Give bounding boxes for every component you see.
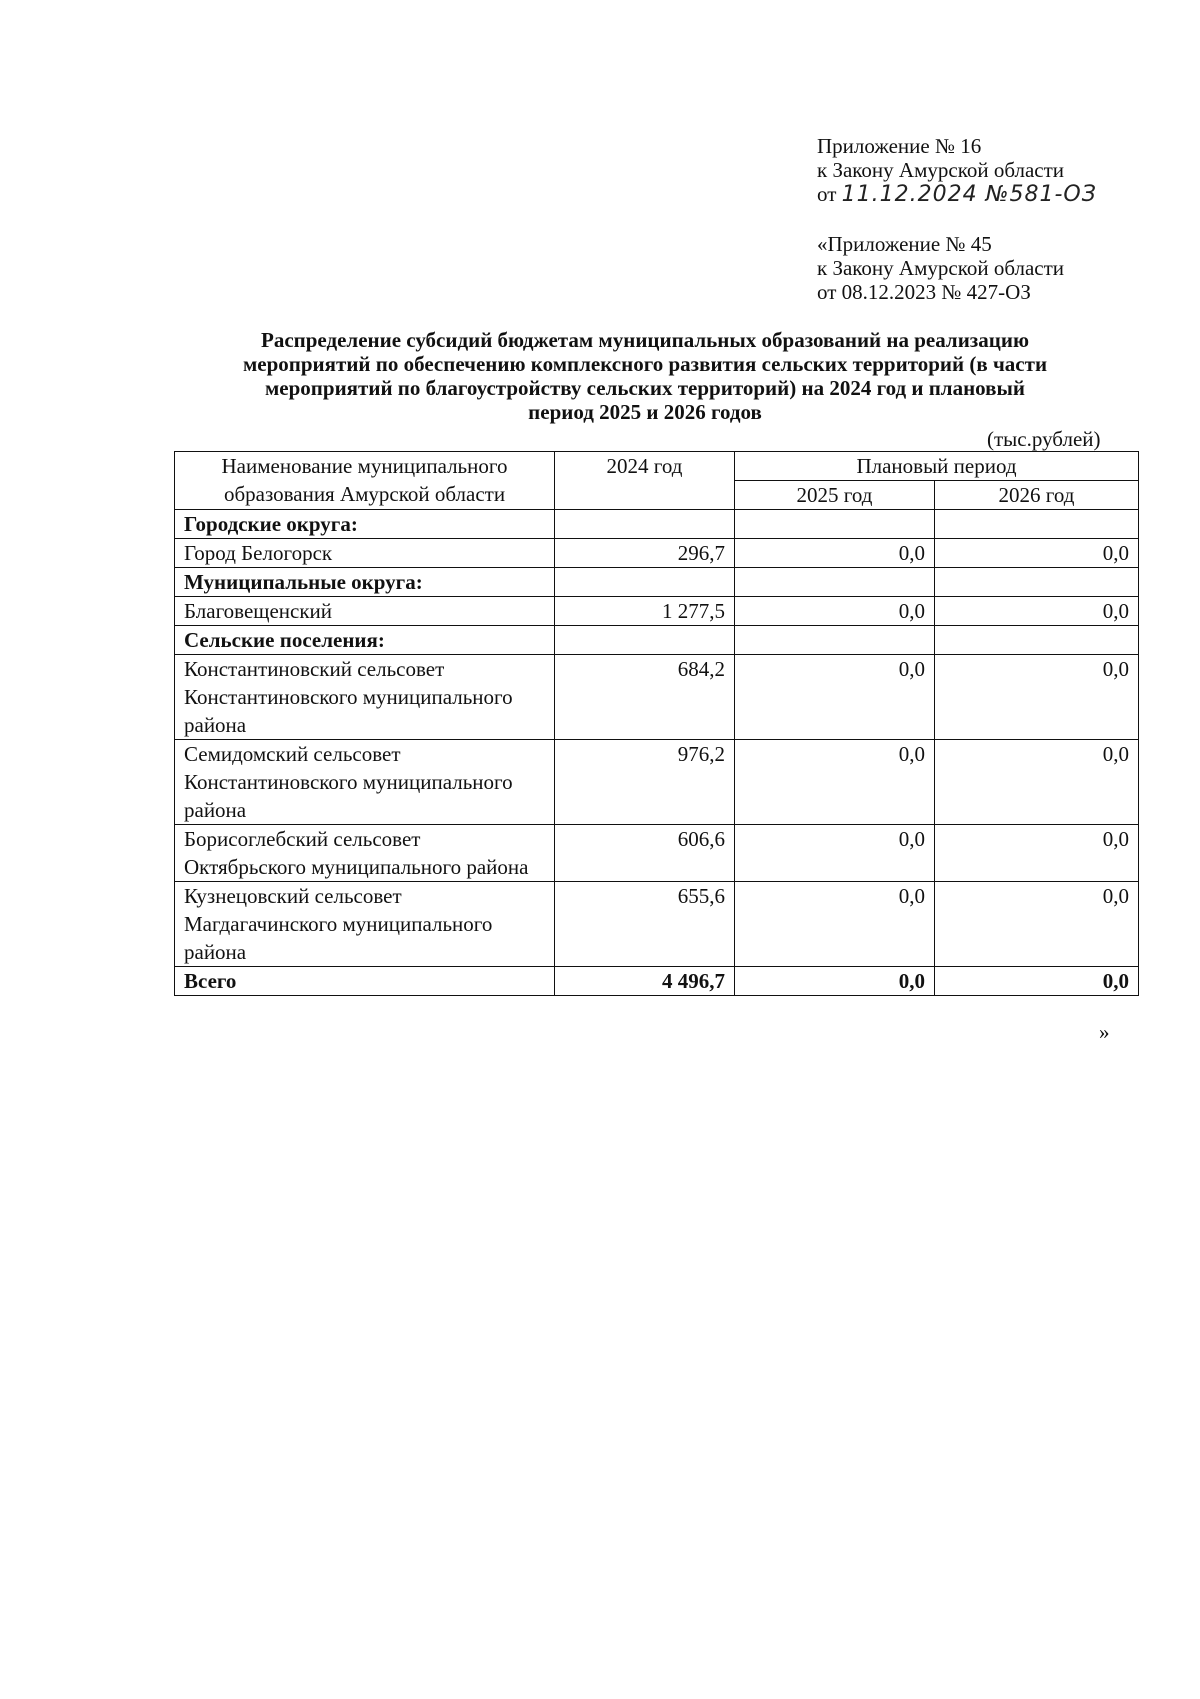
table-row [175, 655, 1139, 740]
table-row [175, 597, 1139, 626]
value-2025: 0,0 [735, 740, 935, 825]
table-row [175, 825, 1139, 882]
title-line: мероприятий по обеспечению комплексного развития сельских территорий (в части [242, 352, 1048, 376]
value-2024: 296,7 [555, 539, 735, 568]
header-2025: 2025 год [735, 481, 935, 510]
total-2024: 4 496,7 [555, 967, 735, 996]
value-2025: 0,0 [735, 882, 935, 967]
value-2024: 684,2 [555, 655, 735, 740]
prev-appendix-date: от 08.12.2023 № 427-ОЗ [817, 280, 1031, 304]
value-2024: 655,6 [555, 882, 735, 967]
value-2026 [935, 568, 1139, 597]
section-label: Муниципальные округа: [175, 568, 555, 597]
section-label: Сельские поселения: [175, 626, 555, 655]
municipality-name: Город Белогорск [175, 539, 555, 568]
handwritten-date-number: 11.12.2024 №581-ОЗ [841, 182, 1097, 207]
municipality-name: Кузнецовский сельсовет Магдагачинского муниципального района [175, 882, 555, 967]
title-line: мероприятий по благоустройству сельских территорий) на 2024 год и плановый [265, 376, 1025, 400]
section-label: Городские округа: [175, 510, 555, 539]
header-2024: 2024 год [555, 452, 735, 510]
municipality-name: Константиновский сельсовет Константиновского муниципального района [175, 655, 555, 740]
total-2026: 0,0 [935, 967, 1139, 996]
value-2026: 0,0 [935, 825, 1139, 882]
value-2026: 0,0 [935, 655, 1139, 740]
table-body [175, 510, 1139, 996]
total-label: Всего [175, 967, 555, 996]
value-2024 [555, 568, 735, 597]
units-label: (тыс.рублей) [987, 427, 1101, 451]
value-2026 [935, 626, 1139, 655]
value-2026: 0,0 [935, 539, 1139, 568]
header-plan-period: Плановый период [735, 452, 1139, 481]
value-2026: 0,0 [935, 740, 1139, 825]
value-2026 [935, 510, 1139, 539]
value-2024: 976,2 [555, 740, 735, 825]
municipality-name: Благовещенский [175, 597, 555, 626]
value-2025 [735, 510, 935, 539]
appendix-header [817, 134, 1097, 207]
header-municipality: Наименование муниципального образования Амурской области [175, 452, 555, 510]
title-line: Распределение субсидий бюджетам муниципальных образований на реализацию [261, 328, 1029, 352]
value-2024: 1 277,5 [555, 597, 735, 626]
total-2025: 0,0 [735, 967, 935, 996]
prev-appendix-law-ref: к Закону Амурской области [817, 256, 1065, 280]
section-row [175, 626, 1139, 655]
header-2026: 2026 год [935, 481, 1139, 510]
value-2025 [735, 568, 935, 597]
total-row [175, 967, 1139, 996]
value-2024 [555, 626, 735, 655]
table-row [175, 539, 1139, 568]
value-2026: 0,0 [935, 597, 1139, 626]
appendix-number: Приложение № 16 [817, 134, 982, 158]
value-2025: 0,0 [735, 597, 935, 626]
municipality-name: Борисоглебский сельсовет Октябрьского муниципального района [175, 825, 555, 882]
value-2024: 606,6 [555, 825, 735, 882]
appendix-date-line [817, 182, 1097, 207]
value-2026: 0,0 [935, 882, 1139, 967]
table-row [175, 740, 1139, 825]
value-2025: 0,0 [735, 655, 935, 740]
section-row [175, 510, 1139, 539]
value-2025: 0,0 [735, 825, 935, 882]
closing-quote: » [1099, 1020, 1110, 1044]
previous-appendix-header [817, 232, 1064, 304]
value-2024 [555, 510, 735, 539]
value-2025: 0,0 [735, 539, 935, 568]
table-row [175, 882, 1139, 967]
appendix-law-ref: к Закону Амурской области [817, 158, 1065, 182]
section-row [175, 568, 1139, 597]
appendix-date-prefix: от [817, 182, 837, 206]
municipality-name: Семидомский сельсовет Константиновского муниципального района [175, 740, 555, 825]
value-2025 [735, 626, 935, 655]
prev-appendix-number: «Приложение № 45 [817, 232, 992, 256]
document-title [160, 328, 1130, 424]
title-line: период 2025 и 2026 годов [528, 400, 762, 424]
subsidy-table [174, 451, 1139, 996]
